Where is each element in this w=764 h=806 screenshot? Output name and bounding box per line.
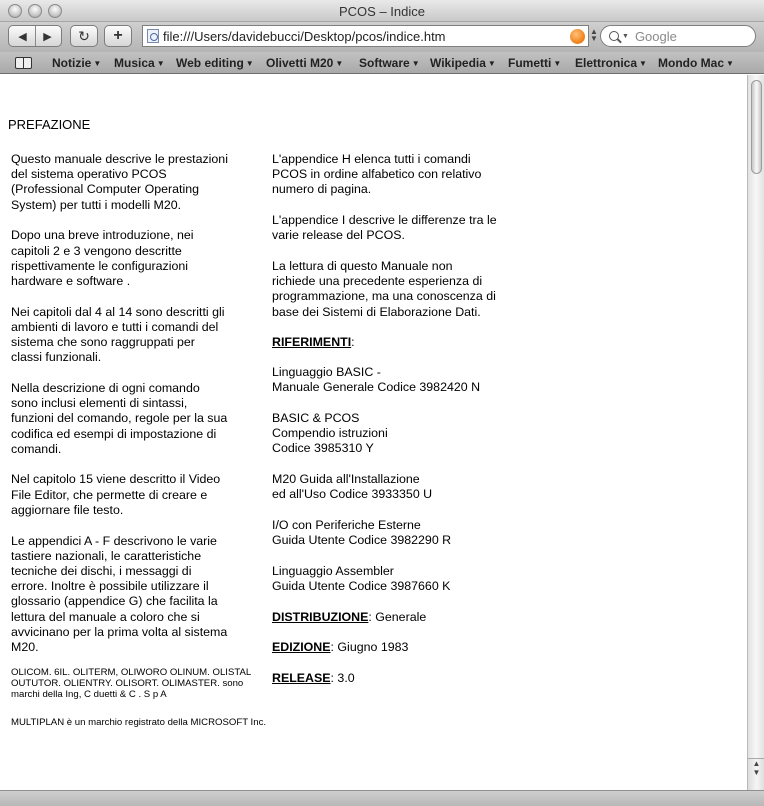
bookmark-fumetti[interactable]: Fumetti ▼ [508, 56, 562, 70]
page-file-icon [147, 29, 159, 43]
chevron-up-icon[interactable]: ▲ ▼ [590, 27, 598, 43]
bookmarks-book-icon[interactable] [15, 57, 32, 69]
page-content [0, 75, 747, 790]
trademark-note: OLICOM. 6IL. OLITERM, OLIWORO OLINUM. OLISTAL OUTUTOR. OLIENTRY. OLISORT. OLIMASTER. sono marchi della Ing, C duetti & C . S p A [11, 667, 251, 701]
bookmark-software[interactable]: Software ▼ [359, 56, 420, 70]
window-titlebar [0, 0, 764, 22]
chevron-down-icon[interactable]: ▼ [622, 32, 629, 40]
search-placeholder: Google [634, 28, 677, 44]
reference-item: M20 Guida all'Installazione ed all'Uso Codice 3933350 U [272, 472, 433, 502]
right-column [272, 152, 497, 702]
distribuzione-line: DISTRIBUZIONE: Generale [272, 609, 427, 624]
bookmark-mondo-mac[interactable]: Mondo Mac ▼ [658, 56, 734, 70]
window-title: PCOS – Indice [339, 4, 425, 19]
bookmark-elettronica[interactable]: Elettronica ▼ [575, 56, 647, 70]
bookmark-olivetti-m20[interactable]: Olivetti M20 ▼ [266, 56, 344, 70]
bookmark-notizie[interactable]: Notizie ▼ [52, 56, 102, 70]
bookmark-web-editing[interactable]: Web editing ▼ [176, 56, 254, 70]
paragraph: Dopo una breve introduzione, nei capitoli 2 e 3 vengono descritte rispettivamente le configurazioni hardware e software . [11, 228, 194, 288]
paragraph: La lettura di questo Manuale non richiede una precedente esperienza di programmazione, ma una conoscenza di base dei Sistemi di Elaborazione Dati. [272, 259, 496, 319]
paragraph: Nel capitolo 15 viene descritto il Video File Editor, che permette di creare e aggiornare file testo. [11, 472, 221, 517]
reference-item: Linguaggio BASIC - Manuale Generale Codice 3982420 N [272, 365, 481, 395]
edizione-line: EDIZIONE: Giugno 1983 [272, 640, 409, 655]
vertical-scrollbar[interactable] [747, 75, 764, 790]
reload-button[interactable]: ↻ [70, 25, 98, 47]
search-icon [609, 31, 619, 41]
paragraph: Nei capitoli dal 4 al 14 sono descritti gli ambienti di lavoro e tutti i comandi del sistema che sono raggruppati per classi funzionali. [11, 304, 225, 365]
search-input[interactable] [600, 25, 756, 47]
page-title: PREFAZIONE [8, 117, 91, 132]
release-line: RELEASE: 3.0 [272, 671, 355, 686]
reference-item: BASIC & PCOS Compendio istruzioni Codice 3985310 Y [272, 410, 388, 456]
riferimenti-heading: RIFERIMENTI: [272, 334, 355, 349]
forward-button[interactable]: ▶ [43, 30, 52, 43]
reference-item: I/O con Periferiche Esterne Guida Utente Codice 3982290 R [272, 517, 452, 548]
reference-item: Linguaggio Assembler Guida Utente Codice 3987660 K [272, 563, 451, 594]
paragraph: Le appendici A - F descrivono le varie tastiere nazionali, le caratteristiche tecniche dei dischi, i messaggi di errore. Inoltre è possibile utilizzare il glossario (appendice G) che facilita la lettura del manuale a coloro che si avvicinano per la prima volta al sistema M20. [11, 533, 228, 654]
paragraph: L'appendice H elenca tutti i comandi PCOS in ordine alfabetico con relativo numero di pagina. [272, 152, 482, 197]
bookmarks-bar [0, 52, 764, 74]
paragraph: Nella descrizione di ogni comando sono inclusi elementi di sintassi, funzioni del comando, regole per la sua codifica ed esempi di impostazione di comandi. [11, 380, 228, 456]
url-text[interactable]: file:///Users/davidebucci/Desktop/pcos/indice.htm [163, 28, 446, 44]
trademark-note: MULTIPLAN è un marchio registrato della MICROSOFT Inc. [11, 717, 267, 729]
add-bookmark-button[interactable]: + [104, 25, 132, 47]
paragraph: Questo manuale descrive le prestazioni del sistema operativo PCOS (Professional Computer Operating System) per tutti i modelli M20. [11, 152, 228, 212]
back-forward-group [8, 25, 62, 47]
back-button[interactable]: ◀ [18, 30, 27, 43]
paragraph: L'appendice I descrive le differenze tra le varie release del PCOS. [272, 213, 497, 243]
address-bar[interactable] [142, 25, 589, 47]
browser-toolbar [0, 22, 764, 52]
scrollbar-thumb[interactable] [751, 80, 762, 174]
bookmark-wikipedia[interactable]: Wikipedia ▼ [430, 56, 496, 70]
status-bar [0, 790, 764, 806]
bookmark-musica[interactable]: Musica ▼ [114, 56, 165, 70]
scroll-arrows[interactable]: ▲ ▼ [748, 758, 764, 790]
left-column [11, 152, 267, 744]
rss-icon[interactable] [570, 29, 585, 44]
